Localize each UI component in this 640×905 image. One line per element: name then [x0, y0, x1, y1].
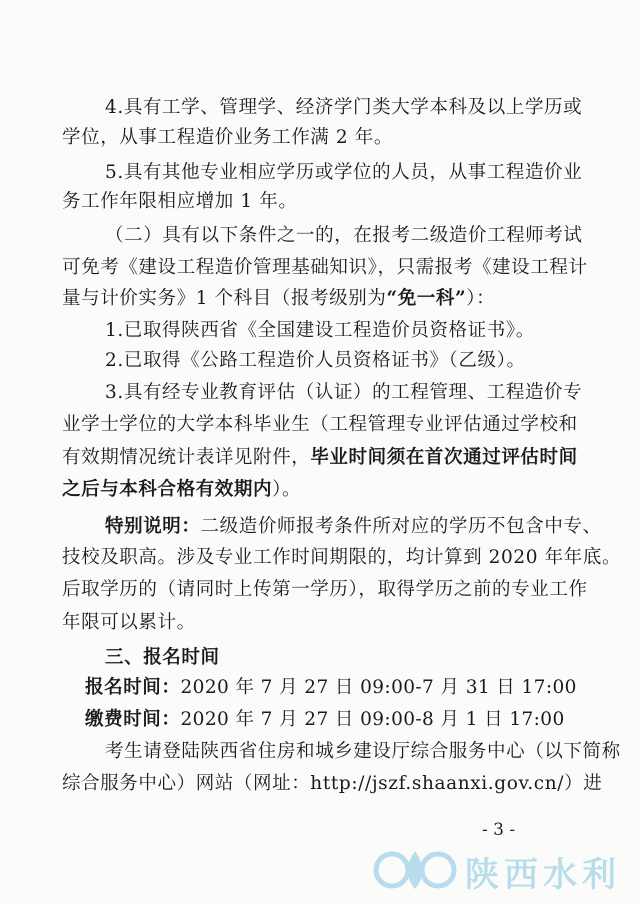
- text-line-12-pre: 有效期情况统计表详见附件，: [62, 447, 311, 468]
- text-line-10: 3.具有经专业教育评估（认证）的工程管理、工程造价专: [105, 382, 583, 403]
- text-line-5: （二）具有以下条件之一的，在报考二级造价工程师考试: [105, 225, 583, 246]
- special-note-label: 特别说明：: [105, 516, 201, 537]
- text-line-13-post: ）。: [272, 479, 302, 500]
- registration-time-value: 2020 年 7 月 27 日 09:00-7 月 31 日 17:00: [180, 677, 577, 698]
- text-line-7: [62, 287, 495, 311]
- payment-time-value: 2020 年 7 月 27 日 09:00-8 月 1 日 17:00: [180, 709, 565, 730]
- section-heading-registration-time: 三、报名时间: [105, 647, 220, 668]
- text-line-4: 务工作年限相应增加 1 年。: [62, 191, 298, 212]
- text-line-15: 技校及职高。涉及专业工作时间期限的，均计算到 2020 年年底。: [62, 547, 622, 568]
- payment-time-line: [85, 708, 565, 732]
- text-line-8: 1.已取得陕西省《全国建设工程造价员资格证书》。: [105, 320, 535, 341]
- text-line-9: 2.已取得《公路工程造价人员资格证书》（乙级）。: [105, 350, 526, 371]
- text-line-14-post: 二级造价师报考条件所对应的学历不包含中专、: [200, 516, 602, 537]
- payment-time-label: 缴费时间：: [85, 709, 181, 730]
- page-number: - 3 -: [482, 820, 516, 840]
- registration-time-label: 报名时间：: [85, 677, 181, 698]
- text-line-1: 4.具有工学、管理学、经济学门类大学本科及以上学历或: [105, 97, 583, 118]
- text-line-22: 综合服务中心）网站（网址：http://jszf.shaanxi.gov.cn/）进: [62, 773, 603, 794]
- watermark: [370, 845, 630, 895]
- text-line-3: 5.具有其他专业相应学历或学位的人员，从事工程造价业: [105, 162, 583, 183]
- text-line-6: 可免考《建设工程造价管理基础知识》，只需报考《建设工程计: [62, 257, 588, 278]
- registration-time-line: [85, 676, 577, 700]
- text-line-12: [62, 446, 578, 470]
- text-line-21: 考生请登陆陕西省住房和城乡建设厅综合服务中心（以下简称: [105, 741, 621, 762]
- text-line-16: 后取学历的（请同时上传第一学历），取得学历之前的专业工作: [62, 579, 588, 600]
- text-line-13: [62, 478, 301, 502]
- exempt-one-subject-label: “免一科”: [386, 288, 467, 309]
- text-line-11: 业学士学位的大学本科毕业生（工程管理专业评估通过学校和: [62, 414, 578, 435]
- water-drop-logo-icon: [370, 845, 460, 895]
- text-line-7-post: ）：: [466, 288, 496, 309]
- text-line-17: 年限可以累计。: [62, 612, 196, 633]
- text-line-13-bold: 之后与本科合格有效期内: [62, 479, 273, 500]
- text-line-14: [105, 515, 602, 539]
- text-line-7-pre: 量与计价实务》1 个科目（报考级别为: [62, 288, 387, 309]
- text-line-12-bold: 毕业时间须在首次通过评估时间: [310, 447, 578, 468]
- text-line-2: 学位，从事工程造价业务工作满 2 年。: [62, 127, 393, 148]
- watermark-text: 陕西水利: [465, 855, 621, 895]
